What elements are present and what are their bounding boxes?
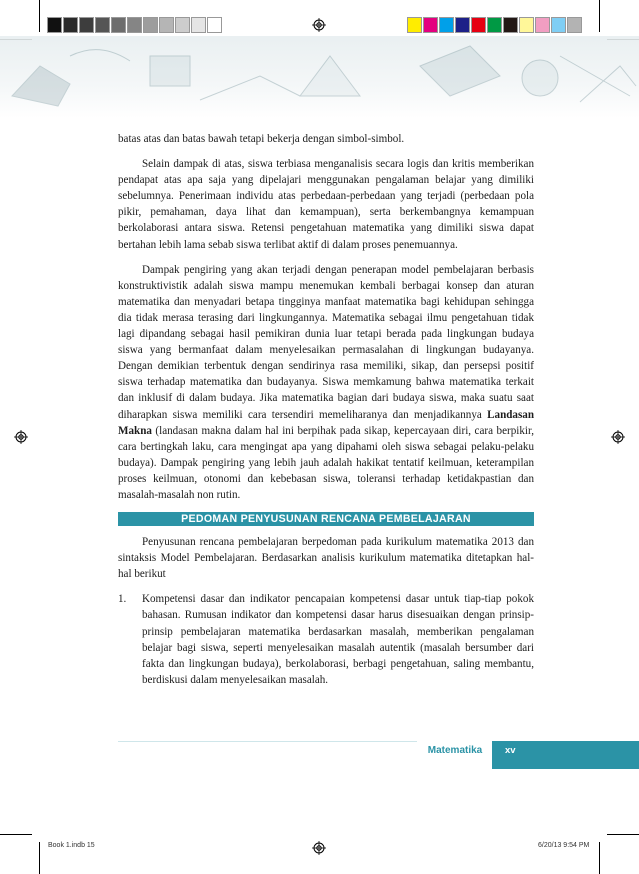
gray-swatch-2 bbox=[63, 17, 78, 33]
gray-swatch-4 bbox=[95, 17, 110, 33]
paragraph-gap bbox=[118, 147, 534, 156]
crop-mark-br-v bbox=[599, 842, 600, 874]
list-number: 1. bbox=[118, 593, 127, 606]
crop-mark-bl-h bbox=[0, 834, 32, 835]
list-item bbox=[118, 591, 534, 688]
color-swatch-2 bbox=[423, 17, 438, 33]
gray-swatch-9 bbox=[175, 17, 190, 33]
color-swatch-11 bbox=[567, 17, 582, 33]
crop-mark-br-h bbox=[607, 834, 639, 835]
crop-mark-tr-v bbox=[599, 0, 600, 32]
crop-mark-tl-v bbox=[39, 0, 40, 32]
crop-mark-bl-v bbox=[39, 842, 40, 874]
color-swatch-7 bbox=[503, 17, 518, 33]
registration-mark-left-icon bbox=[14, 430, 28, 444]
color-swatch-10 bbox=[551, 17, 566, 33]
color-swatch-6 bbox=[487, 17, 502, 33]
gray-swatch-6 bbox=[127, 17, 142, 33]
paragraph-dampak-pengiring bbox=[118, 262, 534, 503]
registration-mark-right-icon bbox=[611, 430, 625, 444]
gray-swatch-11 bbox=[207, 17, 222, 33]
color-swatch-bar bbox=[407, 17, 583, 33]
slug-timestamp: 6/20/13 9:54 PM bbox=[538, 842, 590, 849]
paragraph-dampak: Selain dampak di atas, siswa terbiasa menganalisis secara logis dan kritis memberikan pendapat atas apa saja yang dipelajari menggunakan pengalaman belajar yang dimiliki sebelumnya. Penerimaan individu atas perbedaan-perbedaan yang terjadi (perbedaan pola pikir, pemahaman, daya lihat dan kemampuan), serta berkembangnya kemampuan berkolaborasi antara siswa. Retensi pengetahuan matematika yang dimiliki siswa dapat bertahan lebih lama sebab siswa terlibat aktif di dalam proses penemuannya. bbox=[118, 158, 534, 251]
color-swatch-3 bbox=[439, 17, 454, 33]
paragraph-gap bbox=[118, 582, 534, 591]
footer-rule bbox=[118, 741, 417, 742]
footer-subject-label: Matematika bbox=[427, 745, 483, 756]
color-swatch-4 bbox=[455, 17, 470, 33]
header-math-illustration-icon bbox=[0, 36, 639, 118]
color-swatch-1 bbox=[407, 17, 422, 33]
registration-mark-top-icon bbox=[312, 18, 326, 32]
section-heading: PEDOMAN PENYUSUNAN RENCANA PEMBELAJARAN bbox=[118, 512, 534, 526]
bold-term-landasan-makna: Landasan Makna bbox=[118, 408, 534, 437]
registration-mark-bottom-icon bbox=[312, 841, 326, 855]
page-body bbox=[118, 131, 534, 688]
paragraph-continuation: batas atas dan batas bawah tetapi bekerja dengan simbol-simbol. bbox=[118, 133, 405, 145]
slug-file-info: Book 1.indb 15 bbox=[48, 842, 95, 849]
paragraph-gap bbox=[118, 253, 534, 262]
paragraph-text: (landasan makna dalam hal ini berpihak pada sikap, kepercayaan diri, cara berpikir, cara bertingkah laku, cara mengingat apa yang dipahami oleh siswa sebagai pelaku-pelaku budaya). Dampak pengiring yang lebih jauh adalah hakikat tentatif keilmuan, keterampilan proses keilmuan, otonomi dan kebebasan siswa, toleransi terhadap ketidakpastian dan masalah-masalah non rutin. bbox=[118, 424, 534, 501]
gray-swatch-5 bbox=[111, 17, 126, 33]
gray-swatch-7 bbox=[143, 17, 158, 33]
list-text: Kompetensi dasar dan indikator pencapaian kompetensi dasar untuk tiap-tiap pokok bahasan. Rumusan indikator dan kompetensi dasar harus disesuaikan dengan prinsip-prinsip pembelajaran matematika berdasarkan masalah, memberikan pengalaman belajar bagi siswa, seperti menyelesaikan masalah autentik (masalah bersumber dari fakta dan lingkungan budaya), berkolaborasi, berbagi pengetahuan, saling membantu, berdiskusi dalam menyelesaikan masalah. bbox=[142, 593, 534, 686]
grayscale-swatch-bar bbox=[47, 17, 223, 33]
gray-swatch-10 bbox=[191, 17, 206, 33]
page-number: xv bbox=[505, 745, 516, 756]
color-swatch-9 bbox=[535, 17, 550, 33]
gray-swatch-8 bbox=[159, 17, 174, 33]
gray-swatch-1 bbox=[47, 17, 62, 33]
paragraph-penyusunan: Penyusunan rencana pembelajaran berpedoman pada kurikulum matematika 2013 dan sintaksis Model Pembelajaran. Berdasarkan analisis kurikulum matematika ditetapkan hal-hal berikut bbox=[118, 536, 534, 581]
gray-swatch-3 bbox=[79, 17, 94, 33]
paragraph-text: Dampak pengiring yang akan terjadi dengan penerapan model pembelajaran berbasis konstruktivistik adalah siswa mampu menemukan kembali berbagai konsep dan aturan matematika dan menyadari betapa tingginya manfaat matematika bagi kehidupan sehingga dia tidak merasa terasing dari lingkungannya. Matematika sebagai ilmu pengetahuan tidak lagi dipandang sebagai hasil pemikiran dunia luar tetapi berada pada lingkungan budaya siswa yang bermanfaat dalam menyelesaikan permasalahan di lingkungan budayanya. Dengan demikian terbentuk dengan sendirinya rasa memiliki, sikap, dan persepsi positif siswa terhadap matematika dan budayanya. Siswa memkamung bahwa matematika terkait dan inklusif di dalam budaya. Jika matematika bagian dari budaya siswa, maka suatu saat diharapkan siswa memiliki cara tersendiri memeliharanya dan menjadikannya bbox=[118, 263, 534, 421]
color-swatch-5 bbox=[471, 17, 486, 33]
color-swatch-8 bbox=[519, 17, 534, 33]
